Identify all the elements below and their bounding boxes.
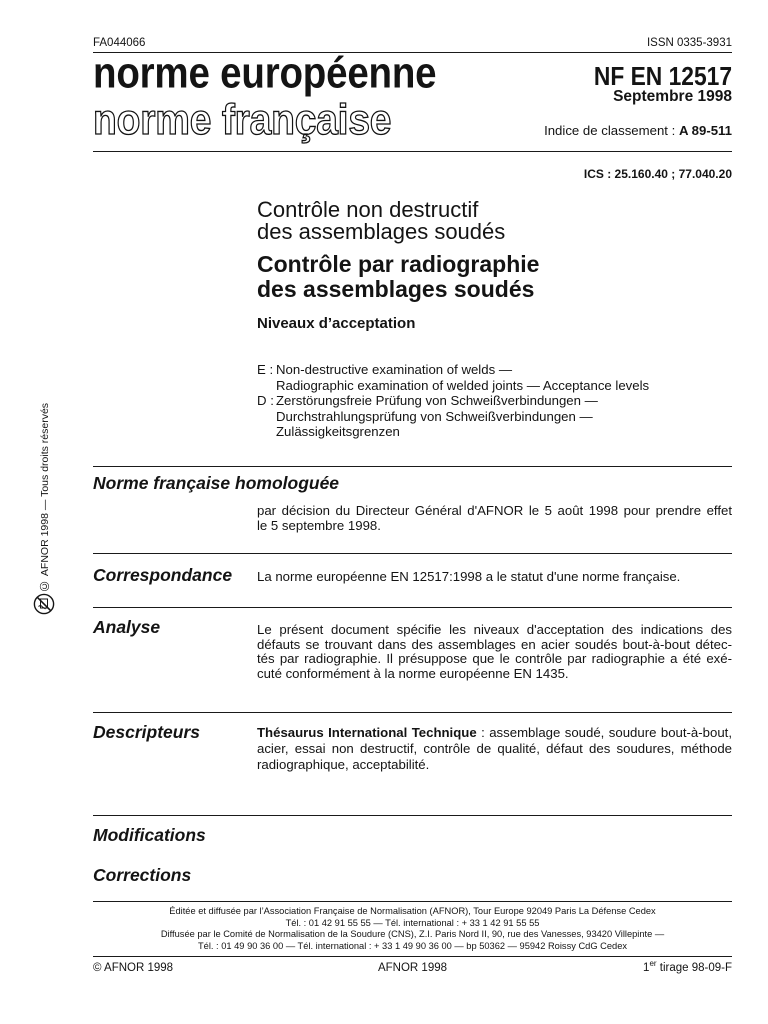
analyse-text <box>257 623 732 682</box>
issn: ISSN 0335-3931 <box>646 37 732 49</box>
correspondance-heading: Correspondance <box>93 565 233 585</box>
footer-bottom-rule <box>93 956 732 957</box>
homologation-text <box>257 503 732 533</box>
section-rule <box>93 815 732 816</box>
text-line: défauts se trouvant dans des assemblages en acier soudés bout-à-bout détec- <box>257 636 732 652</box>
corrections-heading: Corrections <box>93 865 192 885</box>
text-line <box>257 725 732 741</box>
printing-number: 1 <box>643 962 650 974</box>
footer-line: Tél. : 01 49 90 36 00 — Tél. international : + 33 1 49 90 36 00 — bp 50362 — 95942 Roissy CdG Cedex <box>197 941 628 952</box>
translation-line: Zerstörungsfreie Prüfung von Schweißverbindungen — <box>276 393 598 408</box>
title-translations <box>257 362 732 440</box>
printing-ordinal: er <box>649 959 657 968</box>
text-line: tés par radiographie. Il présuppose que le contrôle par radiographie a été exé- <box>257 651 732 667</box>
main-title-line: des assemblages soudés <box>257 276 535 302</box>
thesaurus-label: Thésaurus International Technique <box>257 725 477 740</box>
text-line: le 5 septembre 1998. <box>257 518 381 533</box>
main-title <box>257 252 539 302</box>
section-rule <box>93 712 732 713</box>
classification-index <box>544 124 732 137</box>
text-line: par décision du Directeur Général d'AFNOR le 5 août 1998 pour prendre effet <box>257 503 732 518</box>
classification-code: A 89-511 <box>678 123 732 138</box>
section-rule <box>93 466 732 467</box>
footer-top-rule <box>93 901 732 902</box>
modifications-heading: Modifications <box>93 825 206 845</box>
descriptor-list: : assemblage soudé, soudure bout-à-bout, <box>476 725 732 740</box>
descripteurs-heading: Descripteurs <box>93 722 200 742</box>
title-european-standard: norme européenne <box>93 49 437 98</box>
translation-line: Radiographic examination of welded joints — Acceptance levels <box>276 377 650 393</box>
publication-date: Septembre 1998 <box>613 88 732 105</box>
translation-line: Non-destructive examination of welds — <box>276 362 513 377</box>
copyright-text: AFNOR 1998 — Tous droits réservés <box>39 402 51 577</box>
no-photocopy-icon <box>33 593 55 615</box>
header-bottom-rule <box>93 151 732 152</box>
document-reference: FA044066 <box>93 37 146 49</box>
translation-english <box>257 362 732 393</box>
footer-line: Éditée et diffusée par l’Association Française de Normalisation (AFNOR), Tour Europe 92049 Paris La Défense Cedex <box>169 906 656 916</box>
printing-info <box>643 959 732 975</box>
translation-line: Zulässigkeitsgrenzen <box>276 424 400 439</box>
language-prefix: E : <box>257 362 274 377</box>
side-copyright <box>38 398 52 594</box>
ics-codes: ICS : 25.160.40 ; 77.040.20 <box>583 167 732 181</box>
descripteurs-text <box>257 725 732 773</box>
text-line: acier, essai non destructif, contrôle de qualité, défaut des soudures, méthode <box>257 741 732 756</box>
general-title <box>257 199 505 243</box>
correspondance-text: La norme européenne EN 12517:1998 a le statut d'une norme française. <box>257 569 681 584</box>
standard-number: NF EN 12517 <box>593 60 732 91</box>
publisher-info <box>93 906 732 953</box>
translation-german <box>257 393 732 440</box>
language-prefix: D : <box>257 393 274 408</box>
general-title-line: Contrôle non destructif <box>257 197 479 222</box>
section-rule <box>93 607 732 608</box>
title-french-standard: norme française <box>93 96 392 145</box>
text-line: radiographique, acceptabilité. <box>257 757 430 772</box>
footer-line: Tél. : 01 42 91 55 55 — Tél. international : + 33 1 42 91 55 55 <box>285 917 540 928</box>
text-line: Le présent document spécifie les niveaux d'acceptation des indications des <box>257 622 732 637</box>
text-line: cuté conformément à la norme européenne EN 1435. <box>257 666 569 682</box>
general-title-line: des assemblages soudés <box>257 219 506 244</box>
footer-center: AFNOR 1998 <box>377 962 448 974</box>
homologation-heading: Norme française homologuée <box>93 473 340 493</box>
section-rule <box>93 553 732 554</box>
printing-text: tirage 98-09-F <box>656 962 732 974</box>
classification-label: Indice de classement : <box>544 123 679 138</box>
sub-title: Niveaux d’acceptation <box>257 315 416 332</box>
main-title-line: Contrôle par radiographie <box>257 251 540 277</box>
footer-copyright: © AFNOR 1998 <box>93 962 174 974</box>
copyright-symbol: © <box>37 579 52 594</box>
translation-line: Durchstrahlungsprüfung von Schweißverbindungen — <box>276 408 593 424</box>
analyse-heading: Analyse <box>93 617 161 637</box>
footer-line: Diffusée par le Comité de Normalisation de la Soudure (CNS), Z.I. Paris Nord II, 90, rue des Vanesses, 93420 Villepinte — <box>160 929 665 940</box>
